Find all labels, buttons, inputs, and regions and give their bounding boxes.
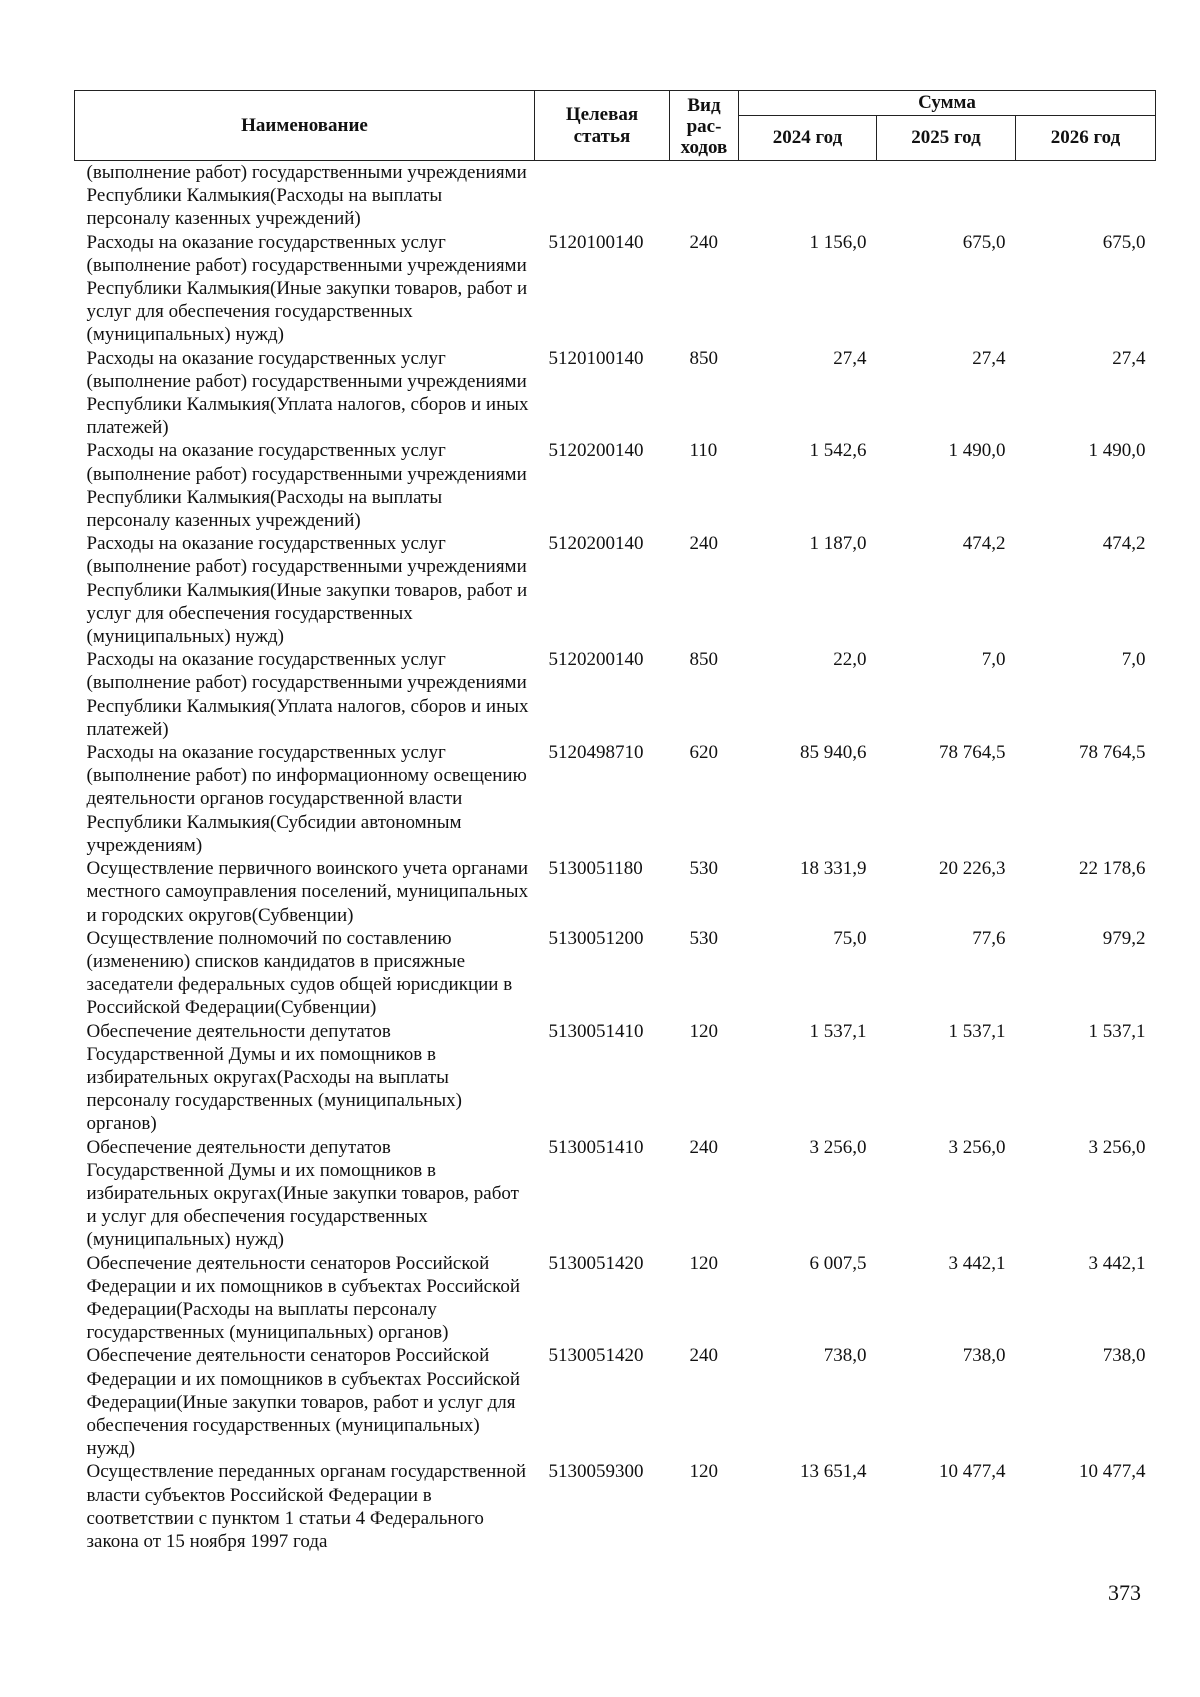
cell-name: Осуществление полномочий по составлению (изменению) списков кандидатов в присяжные заседатели федеральных судов общей юрисдикции в Российской Федерации(Субвенции) xyxy=(86,927,513,1019)
cell-name: Расходы на оказание государственных услуг (выполнение работ) государственными учреждениями Республики Калмыкия(Уплата налогов, сборов и иных платежей) xyxy=(86,347,529,439)
cell-name: Осуществление первичного воинского учета органами местного самоуправления поселений, муниципальных и городских округов(Субвенции) xyxy=(86,858,529,926)
cell-2024: 85 940,6 xyxy=(800,742,867,764)
table-header xyxy=(75,91,1156,161)
header-article: Целевая статья xyxy=(535,91,670,161)
cell-vid: 240 xyxy=(689,231,718,253)
cell-2024 xyxy=(739,161,877,231)
cell-vid: 530 xyxy=(689,927,718,949)
cell-name: Обеспечение деятельности депутатов Государственной Думы и их помощников в избирательных округах(Иные закупки товаров, работ и услуг для обеспечения государственных (муниципальных) нужд) xyxy=(86,1136,519,1251)
cell-2025: 474,2 xyxy=(962,533,1006,555)
budget-table xyxy=(74,90,1156,1553)
cell-article: 5130051420 xyxy=(548,1252,644,1274)
cell-2026: 1 490,0 xyxy=(1088,440,1146,462)
cell-name: Осуществление переданных органам государственной власти субъектов Российской Федерации в соответствии с пунктом 1 статьи 4 Федерального закона от 15 ноября 1997 года xyxy=(86,1461,527,1552)
cell-article: 5120100140 xyxy=(548,231,644,253)
cell-name: Расходы на оказание государственных услуг (выполнение работ) государственными учреждениями Республики Калмыкия(Расходы на выплаты персоналу казенных учреждений) xyxy=(86,440,527,532)
cell-2025: 7,0 xyxy=(981,649,1006,671)
table-row xyxy=(75,1344,1156,1460)
cell-name: (выполнение работ) государственными учреждениями Республики Калмыкия(Расходы на выплаты персоналу казенных учреждений) xyxy=(86,162,527,230)
cell-name: Расходы на оказание государственных услуг (выполнение работ) государственными учреждениями Республики Калмыкия(Иные закупки товаров, работ и услуг для обеспечения государственных (муниципальных) нужд) xyxy=(86,533,528,648)
header-vid: Вид рас-ходов xyxy=(670,91,739,161)
cell-2024: 13 651,4 xyxy=(800,1461,867,1483)
cell-vid: 850 xyxy=(689,649,718,671)
cell-vid: 120 xyxy=(689,1252,718,1274)
header-name: Наименование xyxy=(75,91,535,161)
cell-2025: 77,6 xyxy=(972,927,1006,949)
header-year-2026: 2026 год xyxy=(1016,116,1156,161)
cell-name: Обеспечение деятельности сенаторов Российской Федерации и их помощников в субъектах Российской Федерации(Иные закупки товаров, работ и услуг для обеспечения государственных (муниципальных) нужд) xyxy=(86,1345,521,1460)
cell-2024: 6 007,5 xyxy=(809,1252,867,1274)
cell-2026: 7,0 xyxy=(1121,649,1146,671)
cell-2025: 20 226,3 xyxy=(939,858,1006,880)
cell-2025: 27,4 xyxy=(972,347,1006,369)
cell-article: 5130051200 xyxy=(548,927,644,949)
cell-vid xyxy=(670,161,739,231)
cell-vid: 850 xyxy=(689,347,718,369)
cell-2026: 78 764,5 xyxy=(1079,742,1146,764)
table-row xyxy=(75,231,1156,347)
cell-2024: 27,4 xyxy=(833,347,867,369)
cell-2024: 22,0 xyxy=(833,649,867,671)
cell-2025: 738,0 xyxy=(962,1345,1006,1367)
cell-article: 5120200140 xyxy=(548,440,644,462)
cell-article: 5130051410 xyxy=(548,1136,644,1158)
cell-article: 5130051180 xyxy=(548,858,643,880)
cell-vid: 620 xyxy=(689,742,718,764)
cell-article: 5130051410 xyxy=(548,1020,644,1042)
cell-vid: 110 xyxy=(689,440,718,462)
cell-vid: 120 xyxy=(689,1020,718,1042)
cell-2026 xyxy=(1016,161,1156,231)
cell-article: 5120100140 xyxy=(548,347,644,369)
header-year-2025: 2025 год xyxy=(877,116,1016,161)
cell-vid: 530 xyxy=(689,858,718,880)
cell-name: Расходы на оказание государственных услуг (выполнение работ) государственными учреждениями Республики Калмыкия(Уплата налогов, сборов и иных платежей) xyxy=(86,649,529,740)
cell-2025: 1 490,0 xyxy=(948,440,1006,462)
cell-2024: 3 256,0 xyxy=(809,1136,867,1158)
page-number: 373 xyxy=(1108,1580,1141,1605)
cell-2025: 78 764,5 xyxy=(939,742,1006,764)
table-row xyxy=(75,927,1156,1020)
table-row xyxy=(75,1020,1156,1136)
cell-vid: 240 xyxy=(689,533,718,555)
cell-2024: 738,0 xyxy=(823,1345,867,1367)
document-page xyxy=(74,90,1155,1553)
cell-article: 5130051420 xyxy=(548,1345,644,1367)
cell-2025: 675,0 xyxy=(962,231,1006,253)
cell-2026: 3 256,0 xyxy=(1088,1136,1146,1158)
table-row xyxy=(75,648,1156,741)
cell-article: 5130059300 xyxy=(548,1461,644,1483)
cell-2026: 474,2 xyxy=(1102,533,1146,555)
cell-article: 5120498710 xyxy=(548,742,644,764)
cell-2025 xyxy=(877,161,1016,231)
cell-2026: 738,0 xyxy=(1102,1345,1146,1367)
cell-2026: 22 178,6 xyxy=(1079,858,1146,880)
table-row xyxy=(75,1252,1156,1345)
cell-name: Обеспечение деятельности сенаторов Российской Федерации и их помощников в субъектах Российской Федерации(Расходы на выплаты персоналу государственных (муниципальных) органов) xyxy=(86,1252,521,1344)
table-row xyxy=(75,161,1156,231)
cell-2025: 10 477,4 xyxy=(939,1461,1006,1483)
cell-2024: 18 331,9 xyxy=(800,858,867,880)
table-row xyxy=(75,1136,1156,1252)
cell-2026: 10 477,4 xyxy=(1079,1461,1146,1483)
cell-2025: 3 256,0 xyxy=(948,1136,1006,1158)
cell-2024: 1 187,0 xyxy=(809,533,867,555)
table-row xyxy=(75,741,1156,857)
cell-name: Обеспечение деятельности депутатов Государственной Думы и их помощников в избирательных округах(Расходы на выплаты персоналу государственных (муниципальных) органов) xyxy=(86,1020,462,1135)
cell-name: Расходы на оказание государственных услуг (выполнение работ) по информационному освещению деятельности органов государственной власти Республики Калмыкия(Субсидии автономным учреждениям) xyxy=(86,742,527,856)
table-row xyxy=(75,439,1156,532)
cell-article: 5120200140 xyxy=(548,649,644,671)
cell-2024: 1 542,6 xyxy=(809,440,867,462)
cell-article: 5120200140 xyxy=(548,533,644,555)
cell-name: Расходы на оказание государственных услуг (выполнение работ) государственными учреждениями Республики Калмыкия(Иные закупки товаров, работ и услуг для обеспечения государственных (муниципальных) нужд) xyxy=(86,231,528,346)
cell-2026: 27,4 xyxy=(1112,347,1146,369)
header-year-2024: 2024 год xyxy=(739,116,877,161)
cell-2026: 3 442,1 xyxy=(1088,1252,1146,1274)
cell-2026: 675,0 xyxy=(1102,231,1146,253)
table-row xyxy=(75,532,1156,648)
cell-vid: 240 xyxy=(689,1345,718,1367)
cell-2024: 1 537,1 xyxy=(809,1020,867,1042)
table-row xyxy=(75,857,1156,927)
table-row xyxy=(75,347,1156,440)
cell-2025: 3 442,1 xyxy=(948,1252,1006,1274)
cell-2026: 979,2 xyxy=(1102,927,1146,949)
cell-2026: 1 537,1 xyxy=(1088,1020,1146,1042)
cell-2024: 1 156,0 xyxy=(809,231,867,253)
table-body xyxy=(75,161,1156,1554)
header-sum: Сумма xyxy=(739,91,1156,116)
table-row xyxy=(75,1460,1156,1553)
cell-2025: 1 537,1 xyxy=(948,1020,1006,1042)
cell-vid: 120 xyxy=(689,1461,718,1483)
cell-2024: 75,0 xyxy=(833,927,867,949)
cell-vid: 240 xyxy=(689,1136,718,1158)
cell-article xyxy=(535,161,670,231)
